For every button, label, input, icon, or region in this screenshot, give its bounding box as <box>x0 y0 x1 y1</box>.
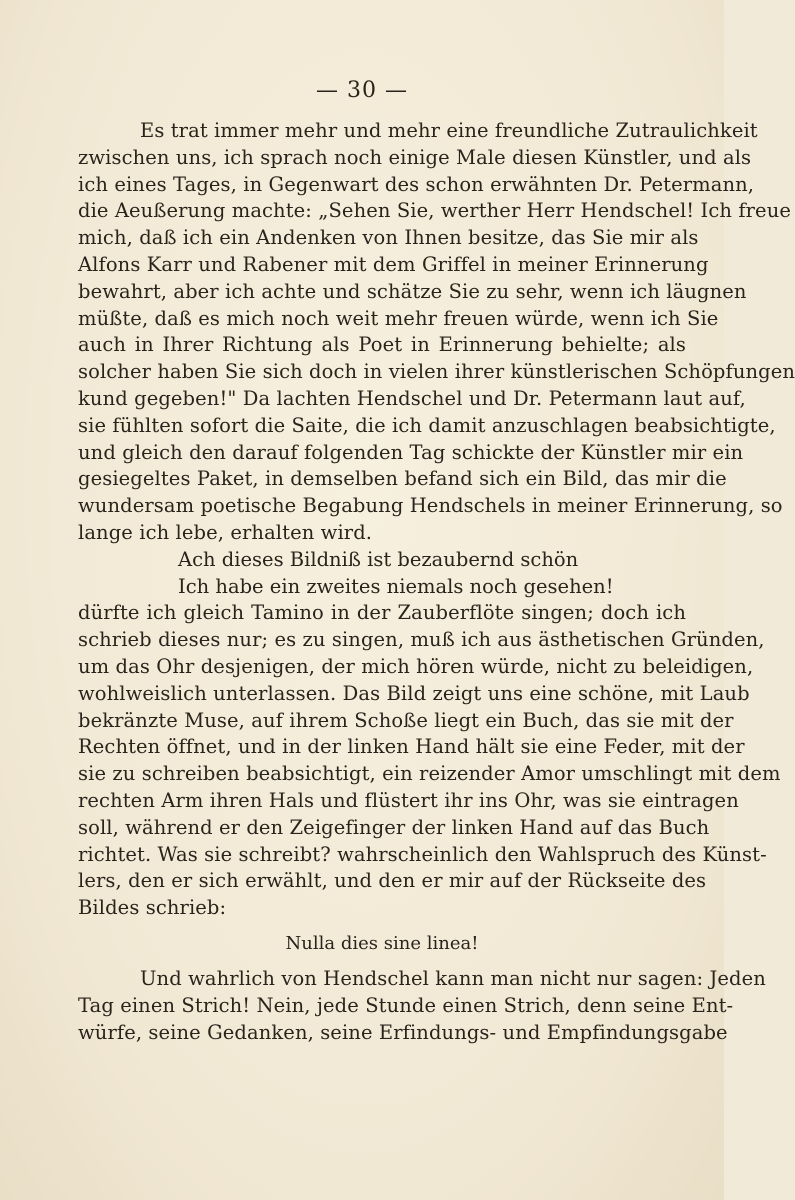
text-line: zwischen uns, ich sprach noch einige Male diesen Künstler, und als <box>78 145 752 169</box>
text-line: und gleich den darauf folgenden Tag schickte der Künstler mir ein <box>78 440 744 464</box>
text-line: rechten Arm ihren Hals und flüstert ihr ins Ohr, was sie eintragen <box>78 788 739 812</box>
text-line: Rechten öffnet, und in der linken Hand hält sie eine Feder, mit der <box>78 735 745 759</box>
latin-motto: Nulla dies sine linea! <box>285 932 479 954</box>
text-line: soll, während er den Zeigefinger der linken Hand auf das Buch <box>78 815 710 839</box>
text-line: auch in Ihrer Richtung als Poet in Erinnerung behielte; als <box>78 333 686 357</box>
text-line: bekränzte Muse, auf ihrem Schoße liegt ein Buch, das sie mit der <box>78 708 734 732</box>
verse-line: Ich habe ein zweites niemals noch gesehen! <box>178 574 614 598</box>
text-line: Es trat immer mehr und mehr eine freundliche Zutraulichkeit <box>140 119 758 142</box>
text-line: Alfons Karr und Rabener mit dem Griffel in meiner Erinnerung <box>78 252 709 276</box>
text-line: gesiegeltes Paket, in demselben befand sich ein Bild, das mir die <box>78 467 727 491</box>
text-line: lers, den er sich erwählt, und den er mir auf der Rückseite des <box>78 869 707 893</box>
text-line: bewahrt, aber ich achte und schätze Sie zu sehr, wenn ich läugnen <box>78 279 747 303</box>
text-line: Und wahrlich von Hendschel kann man nicht nur sagen: Jeden <box>140 966 766 990</box>
text-line: kund gegeben!" Da lachten Hendschel und Dr. Petermann laut auf, <box>78 386 746 410</box>
text-line: mich, daß ich ein Andenken von Ihnen besitze, das Sie mir als <box>78 226 699 250</box>
text-line: sie zu schreiben beabsichtigt, ein reizender Amor umschlingt mit dem <box>78 762 781 786</box>
text-line: sie fühlten sofort die Saite, die ich damit anzuschlagen beabsichtigte, <box>78 413 776 437</box>
text-line: lange ich lebe, erhalten wird. <box>78 520 373 544</box>
text-line: müßte, daß es mich noch weit mehr freuen würde, wenn ich Sie <box>78 306 719 330</box>
text-line: richtet. Was sie schreibt? wahrscheinlich den Wahlspruch des Künst- <box>78 842 767 866</box>
text-line: wohlweislich unterlassen. Das Bild zeigt uns eine schöne, mit Laub <box>78 681 750 705</box>
text-line: Bildes schrieb: <box>78 896 227 920</box>
text-line: die Aeußerung machte: „Sehen Sie, werther Herr Hendschel! Ich freue <box>78 199 791 223</box>
page-number: — 30 — <box>316 78 408 103</box>
text-line: wundersam poetische Begabung Hendschels in meiner Erinnerung, so <box>78 494 783 518</box>
text-line: dürfte ich gleich Tamino in der Zauberflöte singen; doch ich <box>78 601 686 625</box>
text-line: um das Ohr desjenigen, der mich hören würde, nicht zu beleidigen, <box>78 654 754 678</box>
text-line: ich eines Tages, in Gegenwart des schon erwähnten Dr. Petermann, <box>78 172 755 196</box>
verse-line: Ach dieses Bildniß ist bezaubernd schön <box>178 547 579 571</box>
body-text <box>78 118 795 1046</box>
text-line: Tag einen Strich! Nein, jede Stunde einen Strich, denn seine Ent- <box>78 993 734 1017</box>
text-line: solcher haben Sie sich doch in vielen ihrer künstlerischen Schöpfungen <box>78 360 795 384</box>
text-line: schrieb dieses nur; es zu singen, muß ich aus ästhetischen Gründen, <box>78 628 765 652</box>
text-line: würfe, seine Gedanken, seine Erfindungs- und Empfindungsgabe <box>78 1020 728 1044</box>
